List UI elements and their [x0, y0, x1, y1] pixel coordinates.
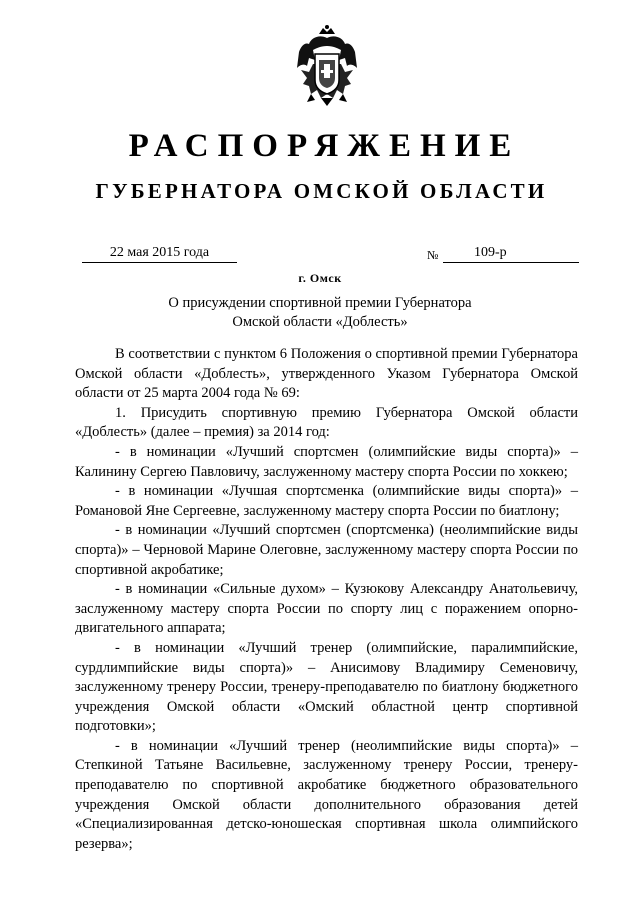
document-heading — [0, 294, 640, 332]
document-subtitle: ГУБЕРНАТОРА ОМСКОЙ ОБЛАСТИ — [95, 179, 548, 203]
paragraph-nomination: - в номинации «Лучший спортсмен (олимпийские виды спорта)» – Калинину Сергею Павловичу, заслуженному мастеру спорта России по хоккею; — [75, 443, 578, 480]
heading-line: О присуждении спортивной премии Губернатора — [168, 295, 472, 311]
paragraph-nomination: - в номинации «Лучшая спортсменка (олимпийские виды спорта)» – Романовой Яне Сергеевне, заслуженному мастеру спорта России по биатлону; — [75, 483, 578, 519]
paragraph-item-1: 1. Присудить спортивную премию Губернатора Омской области «Доблесть» (далее – премия) за 2014 год: — [75, 404, 578, 441]
coat-of-arms-icon — [293, 24, 361, 108]
document-city: г. Омск — [298, 271, 342, 285]
paragraph-nomination: - в номинации «Лучший тренер (неолимпийские виды спорта)» – Степкиной Татьяне Васильевне, заслуженному тренеру России, тренеру-преподавателю по спортивной акробатике бюджетного образовательного учреждения Омской области дополнительного образования детей «Специализированная детско-юношеская спортивная школа олимпийского резерва»; — [75, 737, 578, 852]
paragraph-nomination: - в номинации «Лучший спортсмен (спортсменка) (неолимпийские виды спорта)» – Черновой Марине Олеговне, заслуженному мастеру спорта России по спортивной акробатике; — [75, 522, 578, 578]
document-body — [75, 345, 578, 854]
document-number: 109-р — [443, 244, 579, 263]
number-label: № — [427, 248, 439, 262]
heading-line: Омской области «Доблесть» — [232, 314, 408, 330]
paragraph-nomination: - в номинации «Сильные духом» – Кузюкову Александру Анатольевичу, заслуженному мастеру спорта России по спорту лиц с поражением опорно-двигательного аппарата; — [75, 581, 578, 637]
document-title: РАСПОРЯЖЕНИЕ — [128, 128, 521, 164]
paragraph-nomination: - в номинации «Лучший тренер (олимпийские, паралимпийские, сурдлимпийские виды спорта)» – Анисимову Владимиру Семеновичу, заслуженному тренеру России, тренеру-преподавателю по биатлону бюджетного учреждения Омской области «Омский областной центр спортивной подготовки»; — [75, 639, 578, 735]
document-date: 22 мая 2015 года — [82, 244, 237, 263]
paragraph-preamble: В соответствии с пунктом 6 Положения о спортивной премии Губернатора Омской области «Доблесть», утвержденного Указом Губернатора Омской области от 25 марта 2004 года № 69: — [75, 346, 578, 402]
